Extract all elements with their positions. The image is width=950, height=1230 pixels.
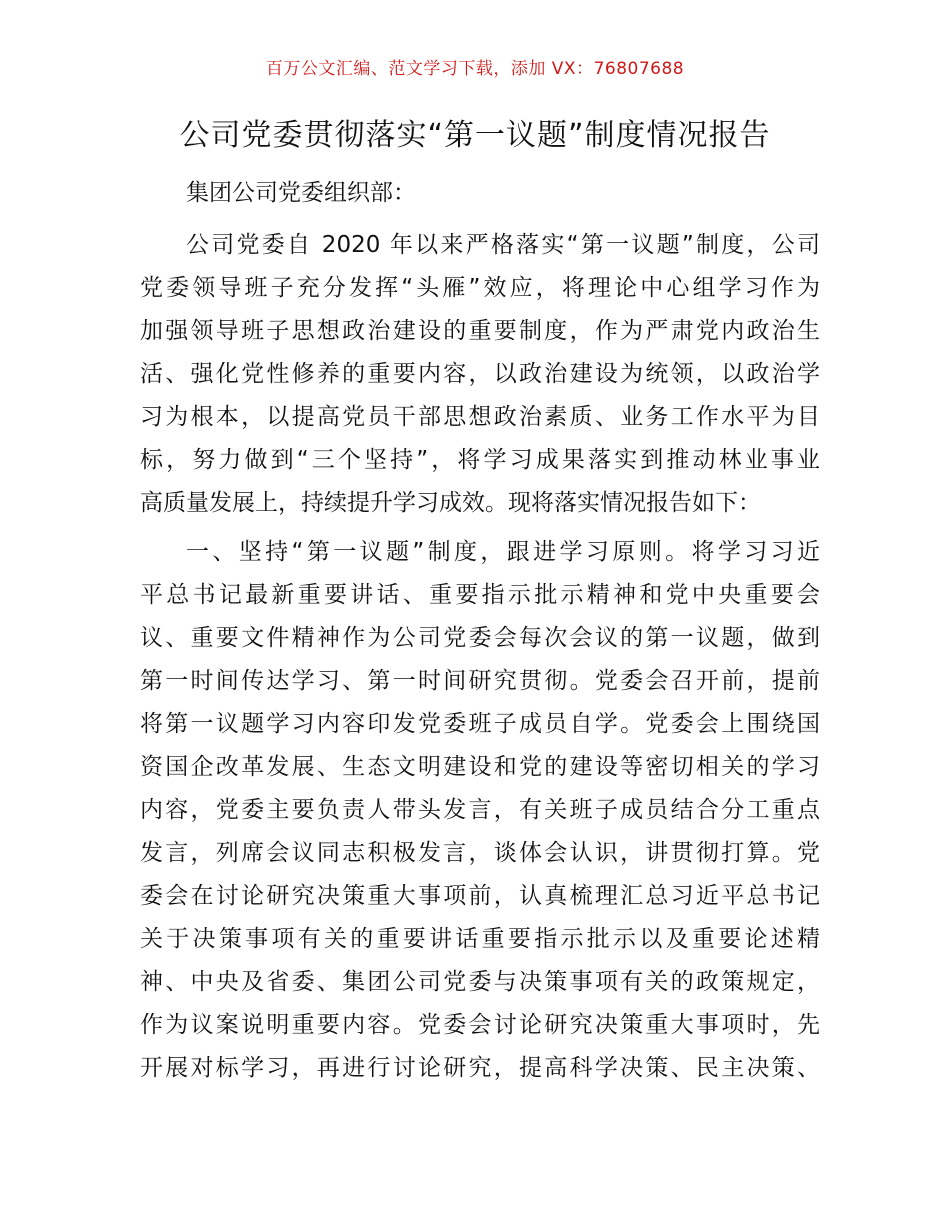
paragraph-line: 内容，党委主要负责人带头发言，有关班子成员结合分工重点	[140, 797, 820, 823]
paragraph-line: 神、中央及省委、集团公司党委与决策事项有关的政策规定，	[140, 969, 820, 995]
paragraph-line: 标，努力做到“三个坚持”，将学习成果落实到推动林业事业	[140, 447, 820, 473]
paragraph-line: 加强领导班子思想政治建设的重要制度，作为严肃党内政治生	[140, 318, 820, 344]
paragraph-line: 公司党委自 2020 年以来严格落实“第一议题”制度，公司	[186, 232, 820, 258]
paragraph-line: 习为根本，以提高党员干部思想政治素质、业务工作水平为目	[140, 404, 820, 430]
paragraph-section-one	[140, 531, 820, 1090]
paragraph-line: 关于决策事项有关的重要讲话重要指示批示以及重要论述精	[140, 926, 820, 952]
paragraph-line: 开展对标学习，再进行讨论研究，提高科学决策、民主决策、	[140, 1055, 820, 1081]
header-promo-note: 百万公文汇编、范文学习下载，添加 VX：76807688	[265, 59, 685, 79]
paragraph-line: 作为议案说明重要内容。党委会讨论研究决策重大事项时，先	[140, 1012, 820, 1038]
paragraph-line: 第一时间传达学习、第一时间研究贯彻。党委会召开前，提前	[140, 668, 820, 694]
paragraph-line: 发言，列席会议同志积极发言，谈体会认识，讲贯彻打算。党	[140, 840, 820, 866]
paragraph-line: 资国企改革发展、生态文明建设和党的建设等密切相关的学习	[140, 754, 820, 780]
paragraph-line: 高质量发展上，持续提升学习成效。现将落实情况报告如下：	[140, 490, 761, 516]
paragraph-line: 活、强化党性修养的重要内容，以政治建设为统领，以政治学	[140, 361, 820, 387]
addressee-line: 集团公司党委组织部：	[186, 180, 416, 206]
paragraph-line: 一、坚持“第一议题”制度，跟进学习原则。将学习习近	[186, 539, 820, 565]
paragraph-line: 将第一议题学习内容印发党委班子成员自学。党委会上围绕国	[140, 711, 820, 737]
paragraph-line: 议、重要文件精神作为公司党委会每次会议的第一议题，做到	[140, 625, 820, 651]
document-title: 公司党委贯彻落实“第一议题”制度情况报告	[179, 118, 771, 153]
paragraph-line: 平总书记最新重要讲话、重要指示批示精神和党中央重要会	[140, 582, 820, 608]
paragraph-intro	[140, 224, 820, 525]
paragraph-line: 党委领导班子充分发挥“头雁”效应，将理论中心组学习作为	[140, 275, 820, 301]
paragraph-line: 委会在讨论研究决策重大事项前，认真梳理汇总习近平总书记	[140, 883, 820, 909]
